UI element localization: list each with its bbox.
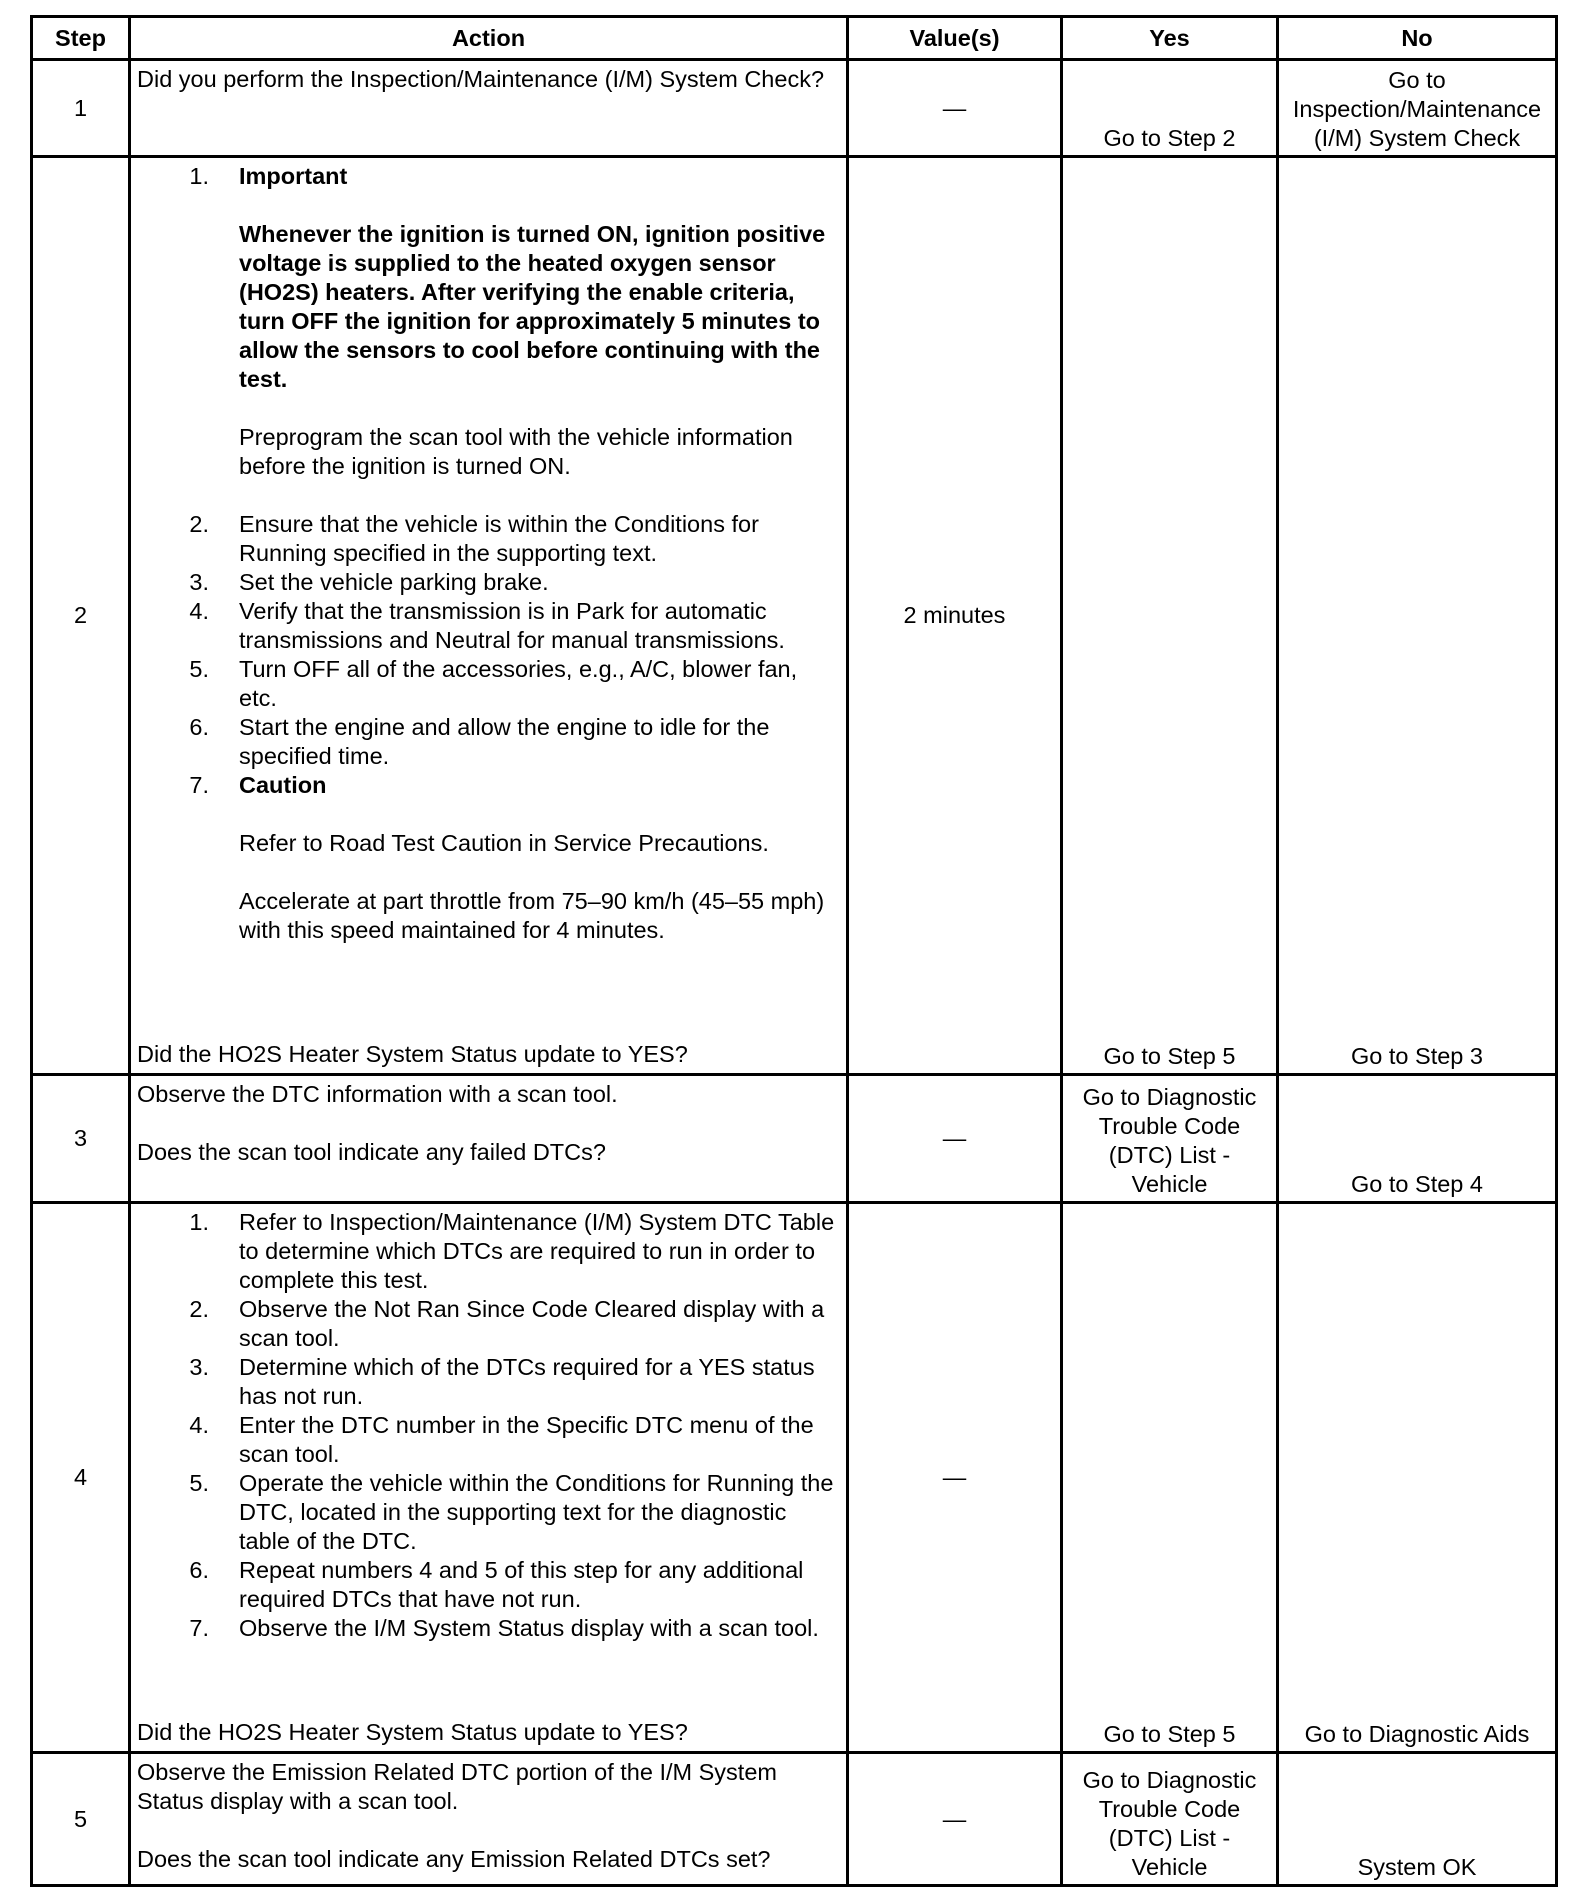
header-row: [32, 17, 1557, 60]
list-item: 1. Refer to Inspection/Maintenance (I/M) System DTC Table to determine which DTCs are required to run in order to complete this test.: [189, 1209, 835, 1293]
list-item: 5. Turn OFF all of the accessories, e.g., A/C, blower fan, etc.: [189, 656, 798, 711]
list-item: 6. Repeat numbers 4 and 5 of this step for any additional required DTCs that have not run.: [189, 1557, 804, 1612]
list-item: 7. Caution Refer to Road Test Caution in Service Precautions. Accelerate at part throttle from 75–90 km/h (45–55 mph) with this speed maintained for 4 minutes.: [137, 771, 840, 945]
yes-cell: Go to Step 5: [1062, 157, 1278, 1075]
action-question: Does the scan tool indicate any Emission Related DTCs set?: [137, 1846, 771, 1872]
action-cell: [130, 157, 848, 1075]
action-question: Did the HO2S Heater System Status update to YES?: [137, 1719, 688, 1745]
step-number: 4: [32, 1203, 130, 1753]
action-text: Did you perform the Inspection/Maintenance (I/M) System Check?: [137, 66, 825, 92]
no-cell: Go to Inspection/Maintenance (I/M) System Check: [1278, 60, 1557, 157]
list-item: 3. Set the vehicle parking brake.: [189, 569, 549, 595]
header-no: No: [1278, 17, 1557, 60]
list-item: 5. Operate the vehicle within the Conditions for Running the DTC, located in the supporting text for the diagnostic table of the DTC.: [189, 1470, 834, 1554]
value-cell: —: [848, 1203, 1062, 1753]
list-item: 4. Enter the DTC number in the Specific DTC menu of the scan tool.: [189, 1412, 814, 1467]
caution-note: Accelerate at part throttle from 75–90 km/h (45–55 mph) with this speed maintained for 4 minutes.: [239, 888, 825, 943]
yes-cell: Go to Step 2: [1062, 60, 1278, 157]
yes-cell: Go to Step 5: [1062, 1203, 1278, 1753]
header-step: Step: [32, 17, 130, 60]
action-cell: [130, 1075, 848, 1203]
diagnostic-table: [30, 15, 1558, 1887]
step-number: 1: [32, 60, 130, 157]
action-cell: [130, 60, 848, 157]
important-note: Preprogram the scan tool with the vehicle information before the ignition is turned ON.: [239, 424, 793, 479]
step-number: 2: [32, 157, 130, 1075]
step-number: 3: [32, 1075, 130, 1203]
action-cell: [130, 1753, 848, 1886]
list-item: 7. Observe the I/M System Status display with a scan tool.: [189, 1615, 819, 1641]
important-text: Whenever the ignition is turned ON, ignition positive voltage is supplied to the heated oxygen sensor (HO2S) heaters. After verifying the enable criteria, turn OFF the ignition for approximately 5 minutes to allow the sensors to cool before continuing with the test.: [239, 221, 826, 392]
value-cell: —: [848, 1075, 1062, 1203]
table-row-step-2: [32, 157, 1557, 1075]
table-row-step-5: [32, 1753, 1557, 1886]
caution-text: Refer to Road Test Caution in Service Precautions.: [239, 830, 769, 856]
action-cell: [130, 1203, 848, 1753]
list-item: 3. Determine which of the DTCs required for a YES status has not run.: [189, 1354, 815, 1409]
no-cell: System OK: [1278, 1753, 1557, 1886]
action-question: Did the HO2S Heater System Status update to YES?: [137, 1041, 688, 1067]
no-cell: Go to Step 3: [1278, 157, 1557, 1075]
action-text: Observe the DTC information with a scan tool.: [137, 1081, 618, 1107]
list-item: 4. Verify that the transmission is in Park for automatic transmissions and Neutral for manual transmissions.: [189, 598, 785, 653]
table-row-step-1: [32, 60, 1557, 157]
no-cell: Go to Step 4: [1278, 1075, 1557, 1203]
header-values: Value(s): [848, 17, 1062, 60]
list-item: 2. Observe the Not Ran Since Code Cleared display with a scan tool.: [189, 1296, 825, 1351]
action-question: Does the scan tool indicate any failed DTCs?: [137, 1139, 606, 1165]
header-yes: Yes: [1062, 17, 1278, 60]
important-label: Important: [239, 163, 348, 189]
yes-cell: Go to Diagnostic Trouble Code (DTC) List - Vehicle: [1062, 1075, 1278, 1203]
value-cell: 2 minutes: [848, 157, 1062, 1075]
value-cell: —: [848, 1753, 1062, 1886]
header-action: Action: [130, 17, 848, 60]
caution-label: Caution: [239, 772, 327, 798]
list-item: 1. Important Whenever the ignition is turned ON, ignition positive voltage is supplied to the heated oxygen sensor (HO2S) heaters. After verifying the enable criteria, turn OFF the ignition for approximately 5 minutes to allow the sensors to cool before continuing with the test. Preprogram the scan tool with the vehicle information before the ignition is turned ON.: [137, 162, 840, 510]
table-row-step-4: [32, 1203, 1557, 1753]
step-number: 5: [32, 1753, 130, 1886]
list-item: 2. Ensure that the vehicle is within the Conditions for Running specified in the supporting text.: [189, 511, 759, 566]
no-cell: Go to Diagnostic Aids: [1278, 1203, 1557, 1753]
instruction-list: [137, 162, 840, 945]
table-row-step-3: [32, 1075, 1557, 1203]
yes-cell: Go to Diagnostic Trouble Code (DTC) List - Vehicle: [1062, 1753, 1278, 1886]
value-cell: —: [848, 60, 1062, 157]
action-text: Observe the Emission Related DTC portion of the I/M System Status display with a scan tool.: [137, 1759, 777, 1814]
instruction-list: [137, 1208, 840, 1643]
list-item: 6. Start the engine and allow the engine to idle for the specified time.: [189, 714, 770, 769]
